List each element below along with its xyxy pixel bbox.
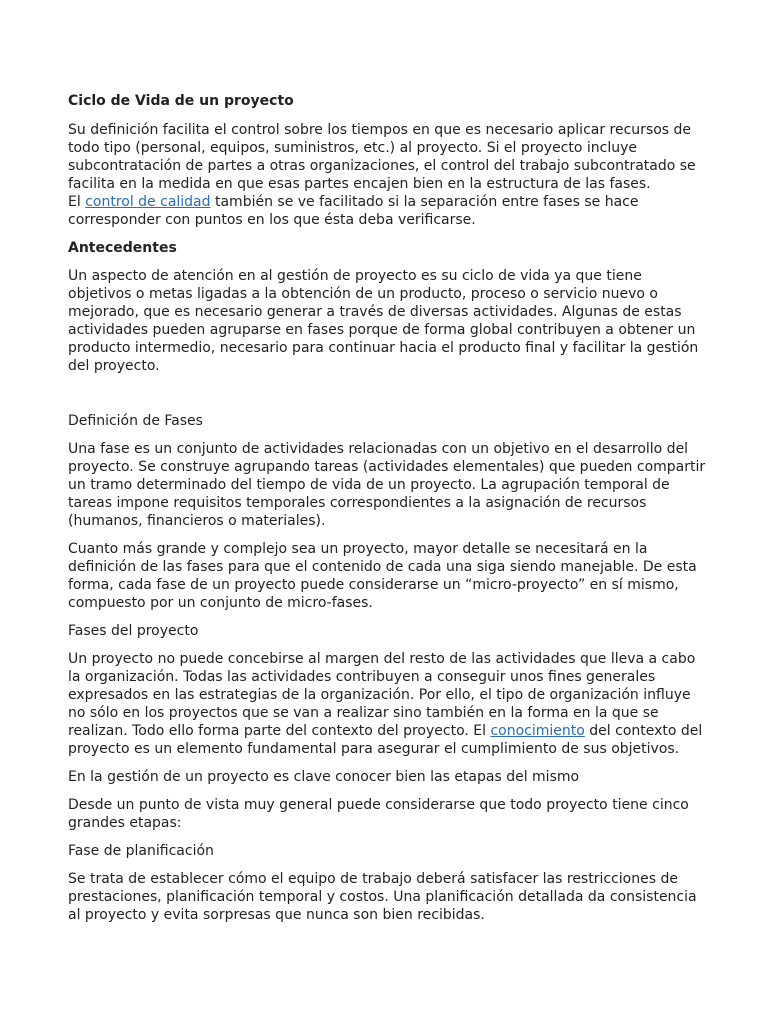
text-line: Un proyecto no puede concebirse al margen del resto de las actividades que lleva a cabo	[68, 651, 696, 667]
text-line: prestaciones, planificación temporal y costos. Una planificación detallada da consistencia	[68, 889, 697, 905]
text-line: expresados en las estrategias de la organización. Por ello, el tipo de organización influye	[68, 687, 691, 703]
text-line: proyecto es un elemento fundamental para asegurar el cumplimiento de sus objetivos.	[68, 741, 680, 757]
text-line: compuesto por un conjunto de micro-fases.	[68, 595, 373, 611]
definicion-heading: Definición de Fases	[68, 413, 203, 429]
text-line: Una fase es un conjunto de actividades relacionadas con un objetivo en el desarrollo del	[68, 441, 689, 457]
text-line	[68, 193, 708, 211]
text-line: del proyecto.	[68, 358, 160, 374]
text-line: Desde un punto de vista muy general puede considerarse que todo proyecto tiene cinco	[68, 797, 689, 813]
text-line: todo tipo (personal, equipos, suministros, etc.) al proyecto. Si el proyecto incluye	[68, 140, 638, 156]
text-line: corresponder con puntos en los que ésta deba verificarse.	[68, 212, 476, 228]
text-fragment: también se ve facilitado si la separación entre fases se hace	[210, 194, 639, 210]
fases-paragraph-1	[68, 650, 708, 758]
text-line: producto intermedio, necesario para continuar hacia el producto final y facilitar la gestión	[68, 340, 699, 356]
text-line: (humanos, financieros o materiales).	[68, 513, 326, 529]
antecedentes-heading: Antecedentes	[68, 240, 177, 256]
text-line: la organización. Todas las actividades contribuyen a conseguir unos fines generales	[68, 669, 656, 685]
planificacion-paragraph	[68, 870, 708, 924]
page-title: Ciclo de Vida de un proyecto	[68, 93, 294, 109]
planificacion-heading: Fase de planificación	[68, 843, 214, 859]
fases-heading: Fases del proyecto	[68, 623, 199, 639]
text-line: En la gestión de un proyecto es clave conocer bien las etapas del mismo	[68, 769, 580, 785]
text-fragment: El	[68, 194, 86, 210]
text-line: definición de las fases para que el contenido de cada una siga siendo manejable. De esta	[68, 559, 697, 575]
text-line: proyecto. Se construye agrupando tareas (actividades elementales) que pueden compartir	[68, 459, 706, 475]
text-line: forma, cada fase de un proyecto puede considerarse un “micro-proyecto” en sí mismo,	[68, 577, 679, 593]
intro-paragraph	[68, 121, 708, 229]
fases-paragraph-3	[68, 796, 708, 832]
text-fragment: realizan. Todo ello forma parte del contexto del proyecto. El	[68, 723, 491, 739]
text-line: Un aspecto de atención en al gestión de proyecto es su ciclo de vida ya que tiene	[68, 268, 642, 284]
text-line: Su definición facilita el control sobre los tiempos en que es necesario aplicar recursos de	[68, 122, 692, 138]
conocimiento-link[interactable]: conocimiento	[490, 723, 585, 739]
text-fragment: del contexto del	[584, 723, 703, 739]
text-line: subcontratación de partes a otras organizaciones, el control del trabajo subcontratado se	[68, 158, 696, 174]
definicion-paragraph-1	[68, 440, 708, 530]
text-line: facilita en la medida en que esas partes encajen bien en la estructura de las fases.	[68, 176, 651, 192]
text-line: Cuanto más grande y complejo sea un proyecto, mayor detalle se necesitará en la	[68, 541, 648, 557]
text-line: Se trata de establecer cómo el equipo de trabajo deberá satisfacer las restricciones de	[68, 871, 678, 887]
text-line: mejorado, que es necesario generar a través de diversas actividades. Algunas de estas	[68, 304, 682, 320]
text-line: tareas impone requisitos temporales correspondientes a la asignación de recursos	[68, 495, 647, 511]
fases-paragraph-2	[68, 768, 708, 786]
control-de-calidad-link[interactable]: control de calidad	[85, 194, 211, 210]
antecedentes-paragraph	[68, 267, 708, 375]
text-line: un tramo determinado del tiempo de vida de un proyecto. La agrupación temporal de	[68, 477, 670, 493]
text-line: actividades pueden agruparse en fases porque de forma global contribuyen a obtener un	[68, 322, 696, 338]
text-line: al proyecto y evita sorpresas que nunca son bien recibidas.	[68, 907, 485, 923]
definicion-paragraph-2	[68, 540, 708, 612]
blank-line	[68, 385, 708, 412]
text-line	[68, 722, 708, 740]
text-line: grandes etapas:	[68, 815, 182, 831]
text-line: objetivos o metas ligadas a la obtención de un producto, proceso o servicio nuevo o	[68, 286, 658, 302]
text-line: no sólo en los proyectos que se van a realizar sino también en la forma en la que se	[68, 705, 659, 721]
